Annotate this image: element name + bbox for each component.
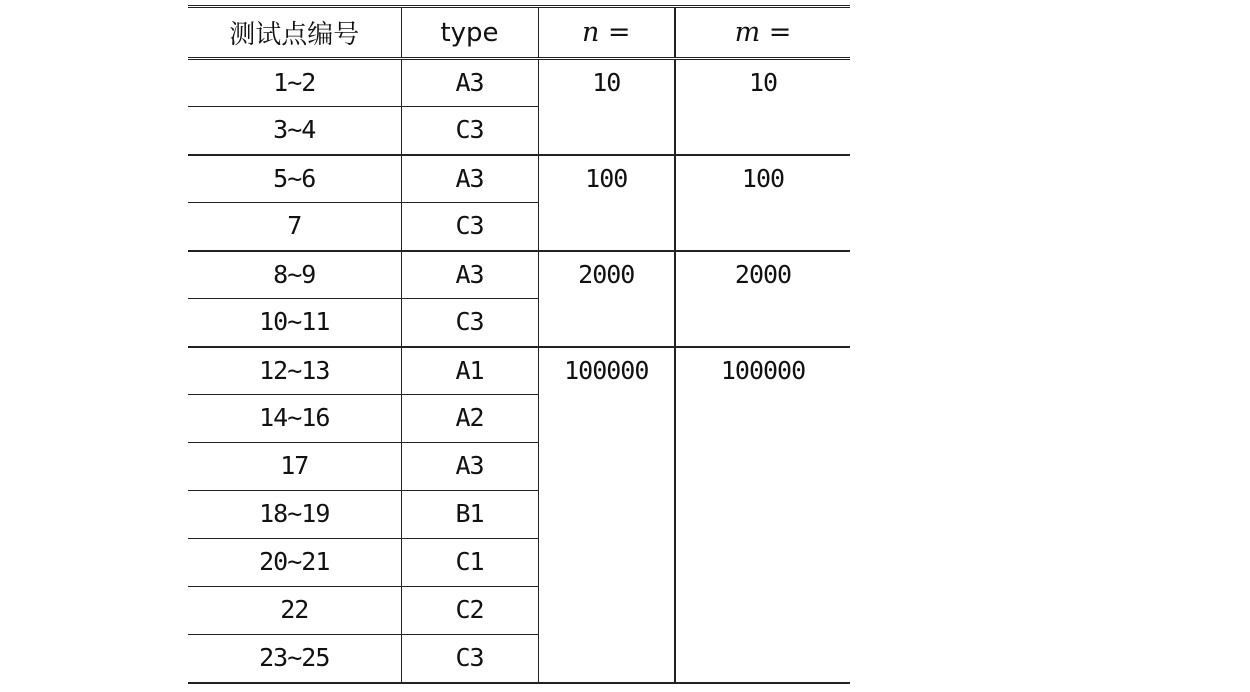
table-row	[188, 155, 850, 203]
header-n: n =	[538, 7, 675, 59]
cell-test-point-id: 23~25	[188, 635, 401, 683]
cell-type: A2	[401, 395, 538, 443]
test-point-table	[188, 5, 850, 684]
table-header-row	[188, 7, 850, 59]
cell-n-value: 100	[538, 155, 675, 251]
cell-test-point-id: 5~6	[188, 155, 401, 203]
cell-m-value: 100000	[675, 347, 850, 683]
table-row	[188, 347, 850, 395]
cell-m-value: 2000	[675, 251, 850, 347]
header-test-point-id: 测试点编号	[188, 7, 401, 59]
cell-type: C3	[401, 203, 538, 251]
cell-type: A3	[401, 155, 538, 203]
cell-type: C3	[401, 107, 538, 155]
cell-test-point-id: 12~13	[188, 347, 401, 395]
cell-n-value: 100000	[538, 347, 675, 683]
cell-test-point-id: 1~2	[188, 59, 401, 107]
test-point-table-container	[188, 5, 850, 684]
table-row	[188, 251, 850, 299]
table-body	[188, 59, 850, 683]
cell-type: C2	[401, 587, 538, 635]
table-row	[188, 59, 850, 107]
cell-n-value: 10	[538, 59, 675, 155]
cell-test-point-id: 3~4	[188, 107, 401, 155]
cell-type: A3	[401, 443, 538, 491]
cell-type: A3	[401, 59, 538, 107]
cell-test-point-id: 17	[188, 443, 401, 491]
cell-test-point-id: 10~11	[188, 299, 401, 347]
cell-m-value: 100	[675, 155, 850, 251]
header-m: m =	[675, 7, 850, 59]
cell-m-value: 10	[675, 59, 850, 155]
cell-test-point-id: 7	[188, 203, 401, 251]
cell-type: A1	[401, 347, 538, 395]
cell-test-point-id: 22	[188, 587, 401, 635]
cell-test-point-id: 18~19	[188, 491, 401, 539]
cell-test-point-id: 20~21	[188, 539, 401, 587]
cell-n-value: 2000	[538, 251, 675, 347]
cell-type: C3	[401, 635, 538, 683]
cell-type: A3	[401, 251, 538, 299]
cell-test-point-id: 8~9	[188, 251, 401, 299]
cell-type: B1	[401, 491, 538, 539]
cell-test-point-id: 14~16	[188, 395, 401, 443]
cell-type: C1	[401, 539, 538, 587]
cell-type: C3	[401, 299, 538, 347]
header-type: type	[401, 7, 538, 59]
